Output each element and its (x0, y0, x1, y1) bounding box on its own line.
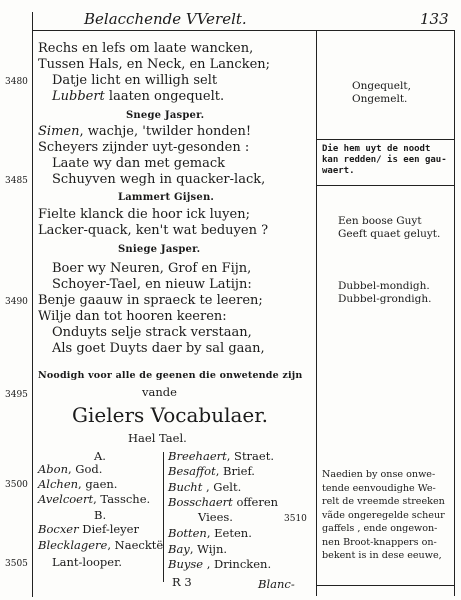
speaker-heading: Lammert Gijsen. (118, 192, 215, 203)
verse-line: Schuyven wegh in quacker-lack, (52, 172, 266, 187)
verse-line: Onduyts selje strack verstaan, (52, 325, 252, 340)
verse-line: Schoyer-Tael, en nieuw Latijn: (52, 277, 252, 292)
vocab-entry: Botten, Eeten. (168, 526, 252, 540)
vocab-entry: Bucht , Gelt. (168, 480, 242, 494)
speaker-heading: Snege Jasper. (126, 110, 205, 121)
line-number: 3505 (5, 559, 28, 569)
vocab-entry: Viees. (198, 510, 233, 524)
verse-line: Datje licht en willigh selt (52, 73, 218, 88)
vocab-column-rule (163, 452, 164, 582)
verse-line: Wilje dan tot hooren keeren: (38, 309, 227, 324)
section-title: Gielers Vocabulaer. (72, 403, 268, 427)
verse-line: Benje gaauw in spraeck te leeren; (38, 293, 263, 308)
line-number: 3500 (5, 480, 28, 490)
vocab-letter-b: B. (94, 508, 107, 522)
verse-line: Fielte klanck die hoor ick luyen; (38, 207, 250, 222)
right-column-rule (454, 30, 455, 596)
margin-divider-2 (316, 185, 455, 186)
vocab-letter-a: A. (94, 449, 106, 463)
running-title: Belacchende VVerelt. (84, 10, 247, 28)
vocab-entry: Lant-looper. (52, 555, 122, 569)
margin-note: Ongequelt, Ongemelt. (352, 80, 411, 105)
left-column-rule (32, 12, 33, 597)
header-rule (32, 30, 455, 31)
vocab-entry: Besaffot, Brief. (168, 464, 255, 478)
margin-column-rule (316, 30, 317, 596)
margin-note-blackletter: Die hem uyt de noodt kan redden/ is een gau- waert. (322, 144, 447, 176)
section-intro: Noodigh voor alle de geenen die onwetende zijn (38, 370, 303, 381)
verse-line: Boer wy Neuren, Grof en Fijn, (52, 261, 252, 276)
verse-line: Als goet Duyts daer by sal gaan, (52, 341, 265, 356)
margin-note: Dubbel-mondigh. Dubbel-grondigh. (338, 280, 432, 305)
margin-note: Naedien by onse onwe- tende eenvoudighe We- relt de vreemde streeken vãde ongeregelde scheur gaffels , ende ongewon- nen Broot-knappers on- bekent is in dese eeuwe, (322, 469, 445, 561)
speaker-name: Lubbert (52, 89, 105, 104)
vocab-entry: Bay, Wijn. (168, 542, 228, 556)
vocab-entry: Buyse , Drincken. (168, 557, 272, 571)
signature-mark: R 3 (172, 575, 192, 589)
vocab-entry: Breehaert, Straet. (168, 449, 274, 463)
margin-divider-1 (316, 139, 455, 140)
line-number: 3510 (284, 514, 307, 524)
page-number: 133 (420, 10, 449, 28)
vocab-entry: Avelcoert, Tassche. (38, 492, 151, 506)
line-number: 3490 (5, 297, 28, 307)
verse-line: Lubbert laaten ongequelt. (52, 89, 225, 104)
catchword: Blanc- (258, 577, 295, 591)
vocab-entry: Bosschaert offeren (168, 495, 279, 509)
verse-line: Simen, wachje, 'twilder honden! (38, 124, 252, 139)
verse-line: Scheyers zijnder uyt-gesonden : (38, 140, 250, 155)
line-number: 3480 (5, 77, 28, 87)
vocab-entry: Alchen, gaen. (38, 477, 118, 491)
line-number: 3495 (5, 390, 28, 400)
section-vande: vande (142, 385, 177, 399)
speaker-heading: Sniege Jasper. (118, 244, 201, 255)
verse-line: Laate wy dan met gemack (52, 156, 225, 171)
verse-line: Rechs en lefs om laate wancken, (38, 41, 254, 56)
vocab-entry: Bocxer Dief-leyer (38, 522, 139, 536)
verse-line: Lacker-quack, ken't wat beduyen ? (38, 223, 269, 238)
verse-line: Tussen Hals, en Neck, en Lancken; (38, 57, 271, 72)
section-subtitle: Hael Tael. (128, 431, 187, 445)
margin-note: Een boose Guyt Geeft quaet geluyt. (338, 215, 441, 240)
vocab-entry: Blecklagere, Naecktë (38, 538, 164, 552)
speaker-name: Simen (38, 124, 80, 139)
line-number: 3485 (5, 176, 28, 186)
margin-divider-3 (316, 585, 455, 586)
vocab-entry: Abon, God. (38, 462, 103, 476)
